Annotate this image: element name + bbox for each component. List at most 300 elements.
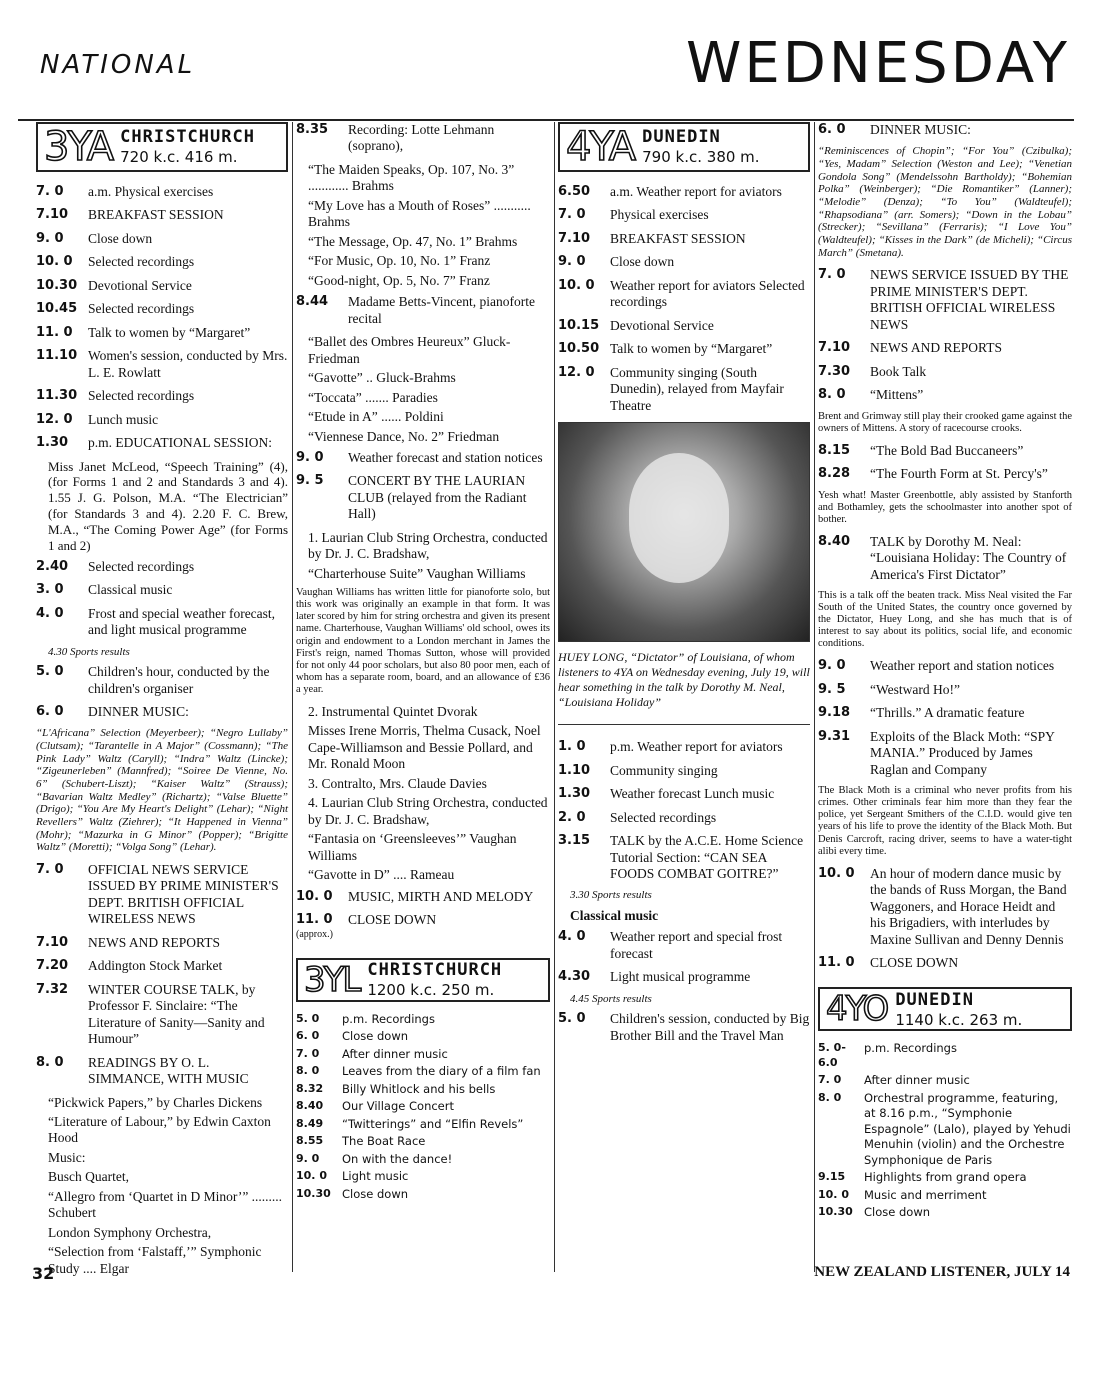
schedule-title: Close down [342,1186,409,1201]
schedule-title: Selected recordings [88,558,195,574]
schedule-title: p.m. EDUCATIONAL SESSION: [88,435,273,451]
schedule-time: 10. 0 [36,254,73,270]
schedule-item [296,1152,550,1168]
schedule-list [36,862,288,1088]
detail-line: “Gavotte” .. Gluck-Brahms [308,370,456,386]
black-moth-note: The Black Moth is a criminal who never profits from his crimes. Other criminals fear him more than they fear the police, yet Sergeant Smithers of the C.I.D. would give ten years of his life to prove the identity of the Black Moth. But Denis Carcroft, racing driver, seems to have a water-tight alibi every time. [818,785,1072,857]
schedule-time: 10.30 [36,277,78,293]
schedule-item [818,866,1072,948]
schedule-item [818,1091,1072,1169]
detail-line: “Good-night, Op. 5, No. 7” Franz [308,272,490,288]
schedule-title: After dinner music [864,1073,970,1088]
schedule-title: Madame Betts-Vincent, pianoforte recital [348,294,536,326]
schedule-title: Frost and special weather forecast, and light musical programme [88,605,276,638]
schedule-title: Highlights from grand opera [864,1170,1027,1185]
lehmann-songs [308,162,550,289]
schedule-time: 10.30 [818,1205,853,1219]
station-frequency: 790 k.c. 380 m. [642,148,760,167]
schedule-list [818,122,1072,138]
dinner-music-list: “Reminiscences of Chopin”; “For You” (Czibulka); “Yes, Madam” Selection (Weston and Lee); “Venetian Gondola Song” (Mendelssohn Bartholdy); “Bohemian Polka” (Weinberger); “Die Romantiker” (Lanner); “Melodie” (Denza); “To You” (Waldteufel); “Rhapsodiana” (arr. Somers); “Down in the Lobau” (Strecker); “Sevillana” (Ferraris); “I Love You” (Waldteufel); “Kisses in the Dark” (de Micheli); “Circus March” (Smetana). [818,145,1072,259]
schedule-title: Selected recordings [610,809,717,825]
schedule-title: Exploits of the Black Moth: “SPY MANIA.” Produced by James Raglan and Company [870,728,1055,777]
schedule-item [818,122,1072,138]
schedule-item [296,1134,550,1150]
detail-line: 3. Contralto, Mrs. Claude Davies [308,775,487,791]
schedule-title: “The Fourth Form at St. Percy's” [870,466,1048,482]
schedule-time: 5. 0 [36,664,64,680]
schedule-time: 8. 0 [818,387,846,403]
detail-line: “Allegro from ‘Quartet in D Minor’” ......... Schubert [48,1188,283,1221]
schedule-title: p.m. Recordings [342,1011,435,1026]
schedule-title: Leaves from the diary of a film fan [342,1064,541,1079]
station-name: DUNEDIN [642,127,721,148]
schedule-item [296,1029,550,1045]
schedule-item [818,729,1072,778]
schedule-item [296,1082,550,1098]
schedule-list [818,534,1072,583]
schedule-time: 7. 0 [36,861,64,877]
detail-line: “Selection from ‘Falstaff,’” Symphonic Study .... Elgar [48,1244,262,1276]
schedule-time: 10. 0 [296,888,333,904]
schedule-time: 9.15 [818,1170,846,1184]
station-frequency: 1140 k.c. 263 m. [895,1010,1023,1029]
schedule-item [36,704,288,720]
schedule-title: Community singing [610,762,718,778]
schedule-item [36,348,288,381]
schedule-time: 6.50 [558,184,591,199]
schedule-time: 7.10 [36,934,69,950]
schedule-time: 5. 0 [296,1011,320,1025]
schedule-item [296,473,550,522]
schedule-time: 5. 0-6.0 [818,1041,846,1070]
schedule-list [36,184,288,452]
schedule-time: 10. 0 [818,1187,849,1201]
schedule-time: 9.31 [818,728,851,744]
schedule-title: p.m. Weather report for aviators [610,739,783,755]
schedule-item [36,325,288,341]
schedule-title: Selected recordings [88,254,195,270]
schedule-item [818,1205,1072,1221]
schedule-time: 1.30 [558,786,591,802]
schedule-title: Women's session, conducted by Mrs. L. E. Rowlatt [88,348,288,380]
schedule-title: CLOSE DOWN [348,911,437,927]
schedule-time: 11. 0 [818,955,855,971]
schedule-time: 8.55 [296,1134,324,1148]
concert-items [308,704,550,884]
schedule-item [818,705,1072,721]
schedule-title: Orchestral programme, featuring, at 8.16 p.m., “Symphonie Espagnole” (Lalo), played by Yehudi Menuhin (violin) and the Orchestre Symphonique de Paris [864,1090,1071,1167]
column-3ya-evening [296,122,550,1204]
schedule-item [558,365,810,414]
schedule-item [296,122,550,155]
schedule-time: 9. 0 [818,658,846,674]
schedule-time: 8. 0 [818,1090,842,1104]
schedule-time: 12. 0 [558,364,595,380]
schedule-list [296,122,550,155]
schedule-list [296,294,550,327]
schedule-time: 10.15 [558,317,600,333]
station-name: DUNEDIN [895,989,974,1010]
schedule-time: 7. 0 [36,184,64,199]
detail-line: “Literature of Labour,” by Edwin Caxton Hood [48,1113,271,1146]
detail-line: 2. Instrumental Quintet Dvorak [308,703,478,719]
schedule-item [36,278,288,294]
schedule-title: On with the dance! [342,1151,453,1166]
schedule-item [36,254,288,270]
schedule-title: Close down [342,1029,409,1044]
schedule-title: “The Bold Bad Buccaneers” [870,442,1024,458]
column-divider [814,122,815,1272]
detail-line: Busch Quartet, [48,1169,129,1185]
station-box-3ya [36,122,288,172]
schedule-time: 7. 0 [818,1073,842,1087]
schedule-item [818,1188,1072,1204]
schedule-time: 9. 5 [296,473,324,489]
detail-line: London Symphony Orchestra, [48,1224,212,1240]
detail-line: “Toccata” ....... Paradies [308,389,438,405]
schedule-item [558,833,810,882]
detail-line: “Fantasia on ‘Greensleeves’” Vaughan Williams [308,831,517,863]
schedule-list [36,559,288,639]
schedule-item [36,184,288,200]
station-call-sign: 3YL [304,959,360,1000]
schedule-item [36,207,288,223]
station-box-3yl [296,958,550,1002]
schedule-time: 8.49 [296,1116,324,1130]
schedule-item [296,1064,550,1080]
detail-line: 1. Laurian Club String Orchestra, conducted by Dr. J. C. Bradshaw, [308,529,548,562]
detail-line: “The Message, Op. 47, No. 1” Brahms [308,233,518,249]
schedule-item [36,231,288,247]
schedule-item [36,388,288,404]
schedule-time: 4. 0 [36,605,64,621]
divider [558,724,810,725]
schedule-title: Light musical programme [610,969,751,985]
schedule-title: “Westward Ho!” [870,681,960,697]
schedule-time: 9. 0 [558,254,586,270]
schedule-item [558,231,810,247]
neal-note: This is a talk off the beaten track. Miss Neal visited the Far South of the United States, the country once governed by the Dictator, Huey Long, and she has much that is of interest to say about its politics, social life, and economic conditions. [818,590,1072,650]
schedule-time: 8. 0 [36,1054,64,1070]
schedule-title: OFFICIAL NEWS SERVICE ISSUED BY PRIME MINISTER'S DEPT. BRITISH OFFICIAL WIRELESS NEWS [88,861,279,927]
schedule-item [818,364,1072,380]
schedule-title: Community singing (South Dunedin), relayed from Mayfair Theatre [610,364,784,413]
schedule-title: “Mittens” [870,387,924,403]
detail-line: Misses Irene Morris, Thelma Cusack, Noel Cape-Williamson and Bessie Pollard, and Mr. Ronald Moon [308,723,541,772]
schedule-title: READINGS BY O. L. SIMMANCE, WITH MUSIC [88,1054,249,1087]
schedule-time: 1.10 [558,762,591,778]
schedule-title: Light music [342,1169,409,1184]
schedule-item [36,664,288,697]
schedule-time: 8. 0 [296,1064,320,1078]
schedule-list [296,889,550,929]
schedule-item [818,534,1072,583]
schedule-time: 9. 0 [296,1151,320,1165]
schedule-item [296,1047,550,1063]
schedule-title: Weather forecast and station notices [348,449,543,465]
column-3ya [36,122,288,1282]
detail-line: “Gavotte in D” .... Rameau [308,867,455,883]
schedule-title: Close down [864,1205,931,1220]
schedule-title: a.m. Weather report for aviators [610,184,782,199]
schedule-title: “Twitterings” and “Elfin Revels” [342,1116,524,1131]
day-title: WEDNESDAY [686,31,1070,96]
schedule-item [818,955,1072,971]
schedule-item [296,912,550,928]
schedule-title: Children's session, conducted by Big Brother Bill and the Travel Man [610,1011,810,1043]
schedule-time: 11.30 [36,388,78,404]
schedule-item [296,889,550,905]
station-name: CHRISTCHURCH [367,960,503,981]
schedule-time: 7.30 [818,363,851,379]
schedule-time: 7.10 [36,207,69,223]
schedule-time: 9. 0 [36,230,64,246]
sports-results: 4.30 Sports results [48,645,130,658]
schedule-time: 5. 0 [558,1011,586,1027]
schedule-item [296,1099,550,1115]
column-4ya-evening [818,122,1072,1223]
schedule-title: Devotional Service [88,277,192,293]
schedule-time: 7. 0 [818,267,846,283]
schedule-item [36,301,288,317]
schedule-time: 2. 0 [558,809,586,825]
schedule-title: Close down [610,254,675,270]
schedule-time: 9. 5 [818,681,846,697]
schedule-title: Devotional Service [610,317,714,333]
schedule-time: 2.40 [36,558,69,574]
concert-items [308,530,550,582]
schedule-item [818,466,1072,482]
detail-line: “Pickwick Papers,” by Charles Dickens [48,1094,263,1110]
detail-line: Music: [48,1149,86,1165]
schedule-item [296,450,550,466]
schedule-list [296,450,550,523]
schedule-time: 8.15 [818,442,851,458]
schedule-title: “Thrills.” A dramatic feature [870,705,1025,721]
schedule-title: Talk to women by “Margaret” [88,324,251,340]
detail-line: “Etude in A” ...... Poldini [308,409,444,425]
schedule-item [558,184,810,200]
schedule-list-3yl [296,1012,550,1203]
schedule-title: Addington Stock Market [88,958,223,974]
publication-footer: NEW ZEALAND LISTENER, JULY 14 [814,1264,1070,1280]
schedule-list-4yo [818,1041,1072,1220]
schedule-title: TALK by the A.C.E. Home Science Tutorial Section: “CAN SEA FOODS COMBAT GOITRE?” [610,833,804,881]
schedule-item [558,254,810,270]
schedule-item [818,1041,1072,1071]
schedule-time: 4.30 [558,969,591,985]
schedule-title: MUSIC, MIRTH AND MELODY [348,888,534,904]
schedule-time: 12. 0 [36,411,73,427]
schedule-time: 7. 0 [296,1046,320,1060]
schedule-time: 9.18 [818,705,851,721]
schedule-list [818,443,1072,483]
schedule-list [558,929,810,985]
schedule-time: 10. 0 [818,865,855,881]
schedule-item [558,318,810,334]
schedule-time: 10. 0 [558,277,595,293]
schedule-time: 7.10 [818,340,851,356]
column-divider [554,122,555,1272]
station-box-4yo [818,987,1072,1031]
sports-results: 3.30 Sports results [570,889,652,902]
schedule-item [36,435,288,451]
schedule-time: 4. 0 [558,929,586,945]
schedule-list [558,184,810,414]
schedule-title: Recording: Lotte Lehmann (soprano), [348,122,495,154]
schedule-item [818,1170,1072,1186]
schedule-title: a.m. Physical exercises [88,184,214,199]
schedule-time: 8.35 [296,122,329,137]
detail-line: 4. Laurian Club String Orchestra, conducted by Dr. J. C. Bradshaw, [308,795,548,827]
schedule-title: Children's hour, conducted by the children's organiser [88,664,270,696]
schedule-item [818,682,1072,698]
header-rule [18,119,1074,121]
schedule-title: Weather report and station notices [870,658,1055,674]
schedule-title: An hour of modern dance music by the bands of Russ Morgan, the Band Waggoners, and Horace Heidt and his Brigadiers, with interludes by Maxine Sullivan and Denny Dennis [870,865,1067,947]
detail-line: “Viennese Dance, No. 2” Friedman [308,428,500,444]
detail-line: “Charterhouse Suite” Vaughan Williams [308,565,526,581]
schedule-item [296,1169,550,1185]
schedule-item [558,763,810,779]
schedule-time: 10.45 [36,301,78,317]
schedule-list [558,1011,810,1044]
schedule-time: 8.28 [818,466,851,482]
schedule-title: Classical music [88,582,173,598]
detail-line: “My Love has a Mouth of Roses” ........... Brahms [308,197,531,230]
educational-details: Miss Janet McLeod, “Speech Training” (4), (for Forms 1 and 2 and Standards 3 and 4). 1.55 J. G. Polson, M.A. “The Electrician” (for Standards 3 and 4). 2.20 F. C. Brew, M.A., “The Coming Power Age” (for Forms 1 and 2) [48,458,288,553]
schedule-time: 7. 0 [558,207,586,223]
schedule-item [36,862,288,928]
schedule-item [36,935,288,951]
schedule-title: Talk to women by “Margaret” [610,341,773,357]
schedule-item [558,341,810,357]
schedule-title: BREAKFAST SESSION [610,230,746,246]
schedule-list [818,267,1072,403]
schedule-item [36,412,288,428]
schedule-time: 8.44 [296,294,329,310]
schedule-title: Music and merriment [864,1187,987,1202]
schedule-title: Physical exercises [610,207,709,223]
schedule-title: NEWS AND REPORTS [870,340,1002,356]
station-call-sign: 4YA [566,124,635,170]
schedule-title: WINTER COURSE TALK, by Professor F. Sinclaire: “The Literature of Sanity—Sanity and Humour” [88,981,265,1047]
classical-music: Classical music [570,907,659,923]
schedule-title: Lunch music [88,411,159,427]
detail-line: “For Music, Op. 10, No. 1” Franz [308,253,491,269]
schedule-time: 7.20 [36,958,69,974]
schedule-time: 10.50 [558,341,600,357]
schedule-title: CONCERT BY THE LAURIAN CLUB (relayed from the Radiant Hall) [348,473,527,522]
schedule-item [558,810,810,826]
station-call-sign: 3YA [44,124,113,170]
schedule-title: Book Talk [870,363,927,379]
schedule-list [558,739,810,882]
schedule-item [818,387,1072,403]
schedule-item [36,958,288,974]
schedule-item [296,294,550,327]
photo-caption: HUEY LONG, “Dictator” of Louisiana, of whom listeners to 4YA on Wednesday evening, July 19, will hear something in the talk by Dorothy M. Neal, “Louisiana Holiday” [558,650,810,710]
detail-line: “Ballet des Ombres Heureux” Gluck-Friedman [308,334,511,366]
network-label: NATIONAL [40,50,196,80]
schedule-item [296,1187,550,1203]
schedule-title: Selected recordings [88,301,195,317]
schedule-time: 1.30 [36,435,69,451]
schedule-title: TALK by Dorothy M. Neal: “Louisiana Holiday: The Country of America's First Dictator” [870,533,1067,582]
vaughan-williams-note: Vaughan Williams has written little for pianoforte solo, but this work was originally an example in that form. It was later scored by him for string orchestra and given its present name. Charterhouse, Vaughan Williams' old school, owes its origin and endowment to a London merchant in James the First's reign, named Thomas Sutton, whose will provided for not only 44 poor scholars, but also 80 poor men, each of whom has a separate room, board, and an allowance of £36 a year. [296,587,550,695]
schedule-item [36,582,288,598]
schedule-item [818,267,1072,333]
schedule-time: 10. 0 [296,1169,327,1183]
schedule-item [36,982,288,1048]
schedule-item [818,1073,1072,1089]
schedule-title: BREAKFAST SESSION [88,207,224,223]
schedule-item [558,207,810,223]
schedule-title: Selected recordings [88,388,195,404]
column-divider [292,122,293,1272]
schedule-title: DINNER MUSIC: [870,122,971,137]
schedule-item [296,1117,550,1133]
schedule-title: Weather forecast Lunch music [610,786,775,802]
schedule-title: DINNER MUSIC: [88,704,189,719]
schedule-title: Our Village Concert [342,1099,454,1114]
column-4ya [558,122,810,1051]
schedule-item [36,606,288,639]
schedule-item [558,786,810,802]
huey-long-photo [558,422,810,642]
recital-pieces [308,334,550,445]
detail-line: “The Maiden Speaks, Op. 107, No. 3” ............ Brahms [308,161,515,194]
station-frequency: 720 k.c. 416 m. [120,148,238,167]
schedule-time: 7.10 [558,230,591,246]
schedule-time: 3. 0 [36,582,64,598]
schedule-time: 11. 0 [36,324,73,340]
schedule-time: 6. 0 [818,122,846,137]
schedule-time: 10.30 [296,1186,331,1200]
station-box-4ya [558,122,810,172]
schedule-time: 11. 0 [296,911,333,927]
percy-note: Yesh what! Master Greenbottle, ably assisted by Stanforth and Bothamley, gets the schoolmaster into another spot of bother. [818,489,1072,525]
schedule-title: Close down [88,230,153,246]
schedule-time: 1. 0 [558,739,586,755]
schedule-item [36,1055,288,1088]
schedule-time: 8.40 [818,533,851,549]
schedule-time: 6. 0 [36,704,64,719]
station-frequency: 1200 k.c. 250 m. [367,980,495,999]
schedule-title: CLOSE DOWN [870,955,959,971]
schedule-item [818,658,1072,674]
mittens-note: Brent and Grimway still play their crooked game against the owners of Mittens. A story of racecourse crooks. [818,410,1072,434]
schedule-item [558,278,810,311]
schedule-list [818,866,1072,972]
schedule-time: 8.32 [296,1081,324,1095]
schedule-title: p.m. Recordings [864,1041,957,1056]
schedule-item [296,1012,550,1028]
schedule-time: 8.40 [296,1099,324,1113]
schedule-item [558,1011,810,1044]
schedule-time: 9. 0 [296,449,324,465]
schedule-item [558,739,810,755]
readings-details [48,1095,288,1278]
schedule-title: The Boat Race [342,1134,426,1149]
schedule-title: Weather report and special frost forecast [610,929,783,961]
schedule-time: 11.10 [36,348,78,364]
schedule-item [818,340,1072,356]
schedule-item [558,969,810,985]
schedule-time: 7.32 [36,981,69,997]
approx-label: (approx.) [296,929,333,941]
schedule-list [818,658,1072,778]
